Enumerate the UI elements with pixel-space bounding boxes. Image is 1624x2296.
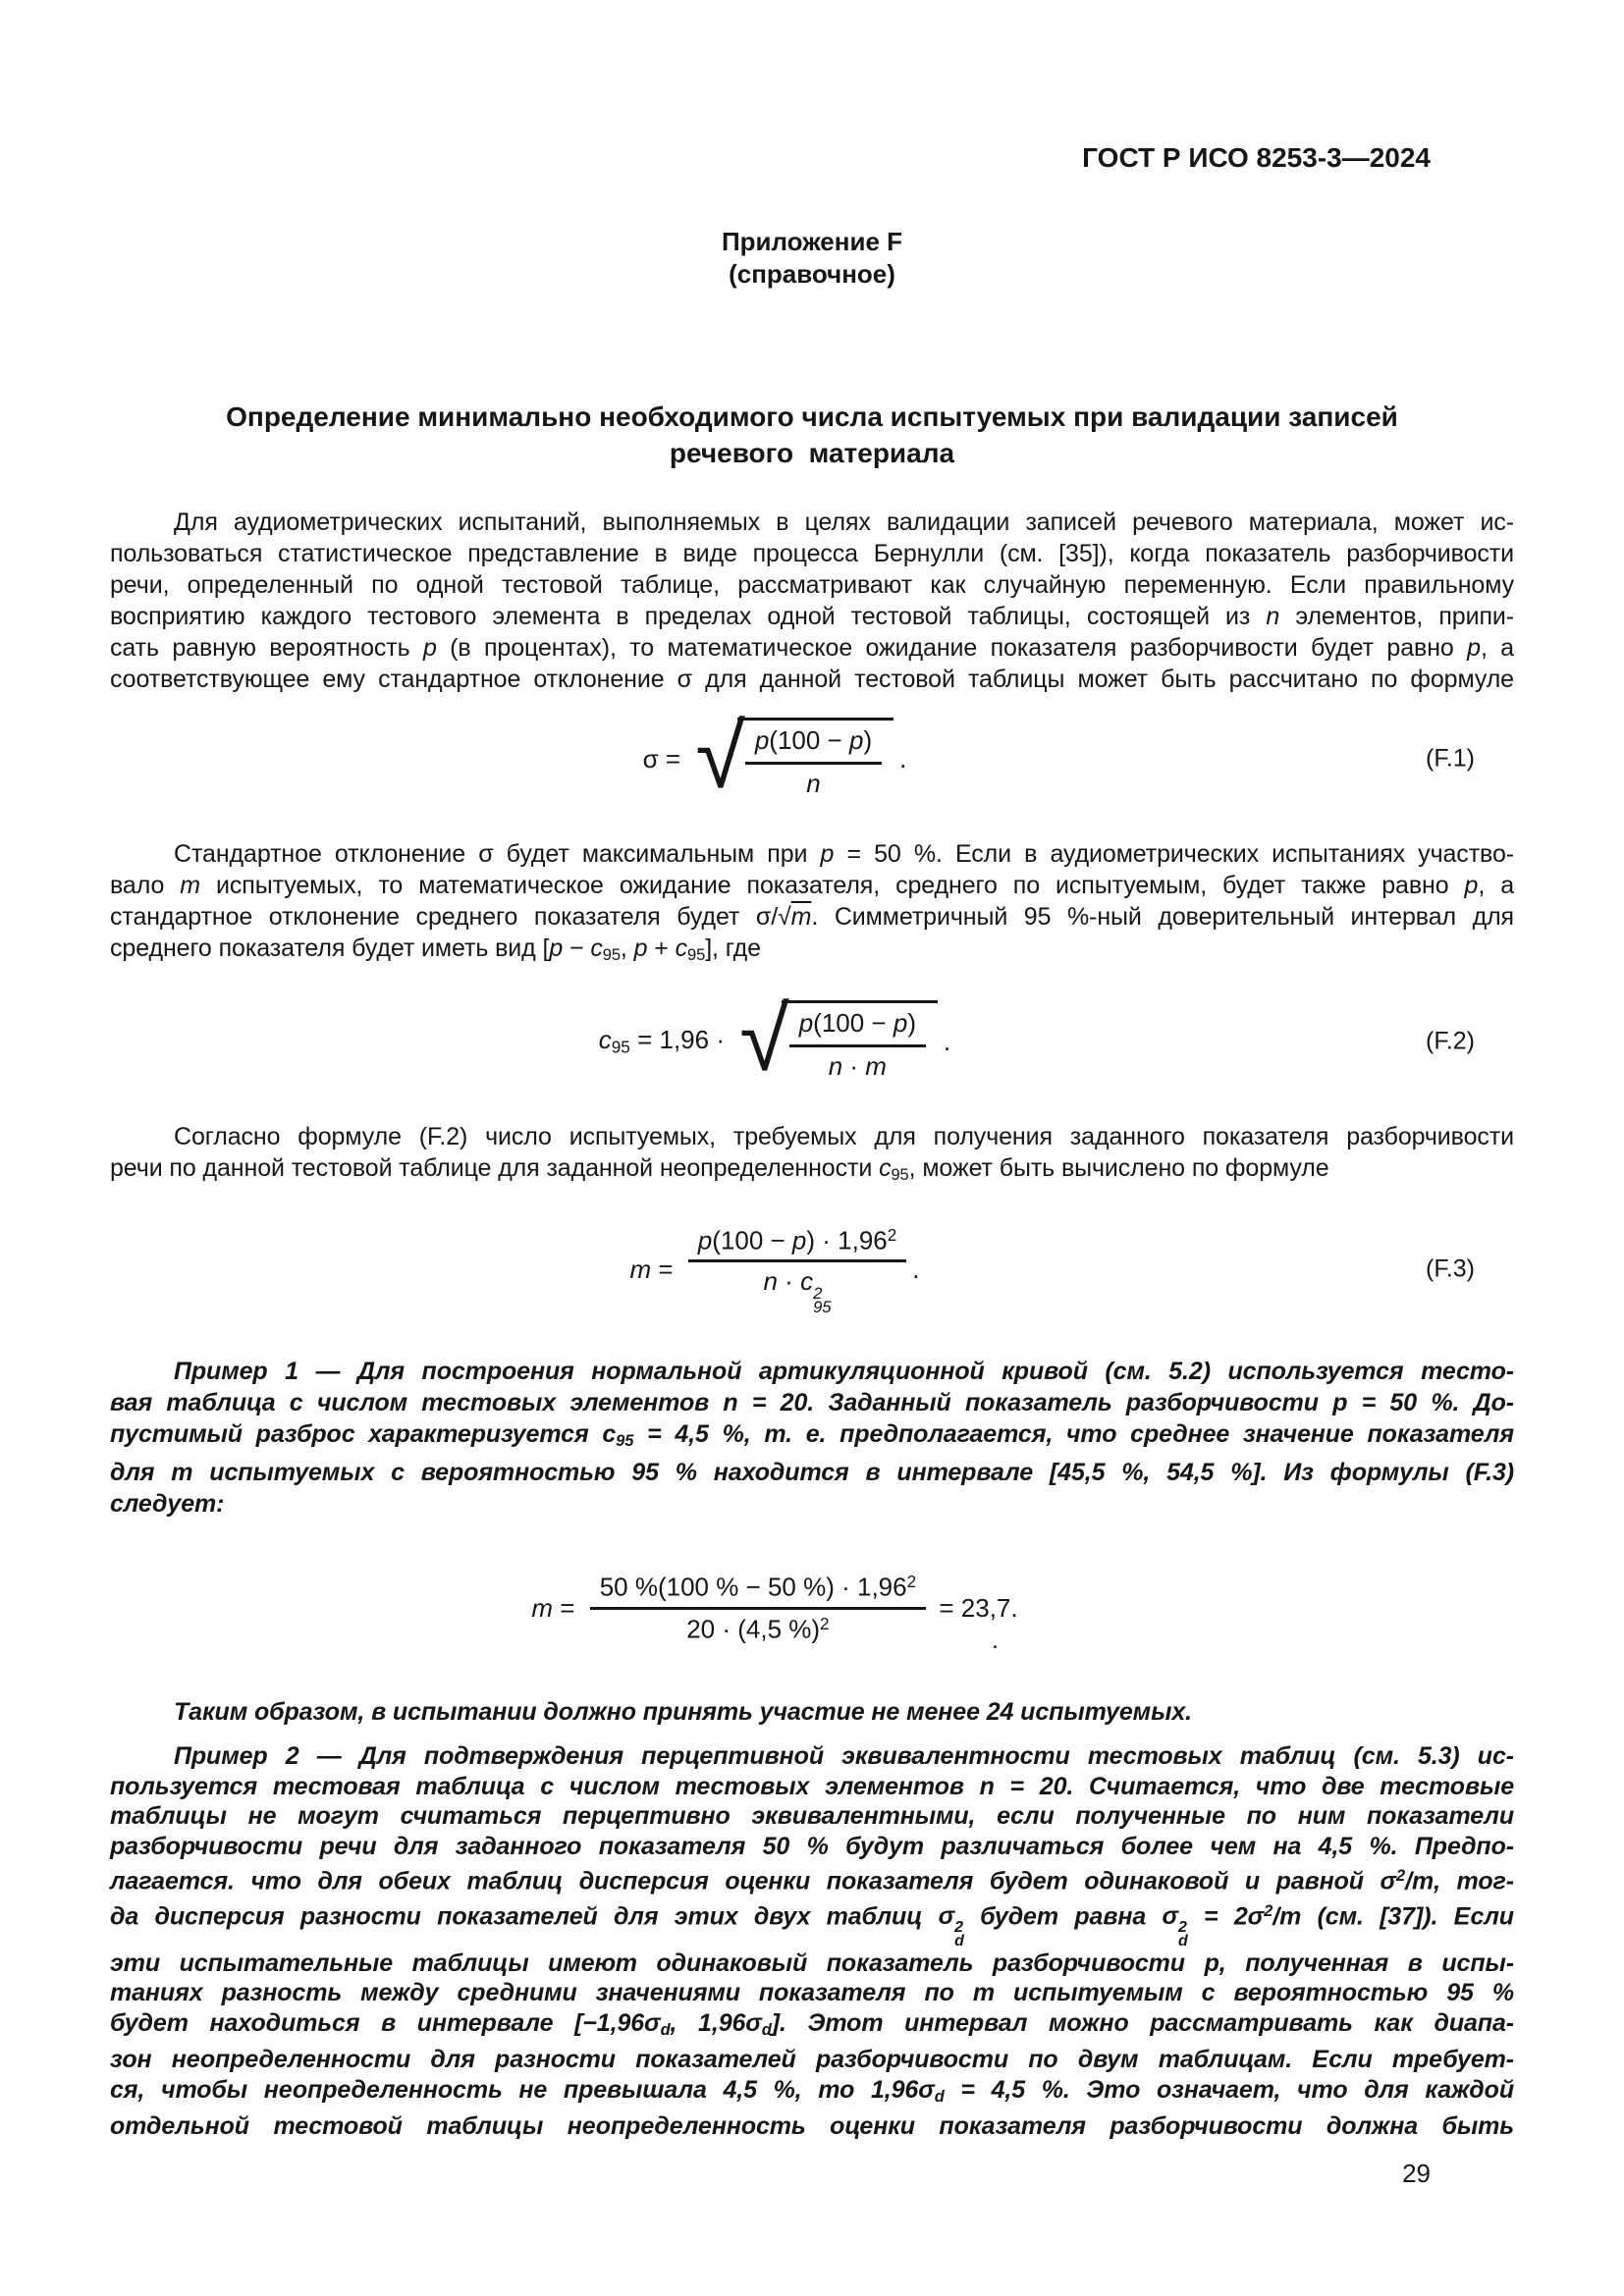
doc-code: ГОСТ Р ИСО 8253-3—2024	[1082, 142, 1431, 173]
formula-lhs: m =	[629, 1254, 680, 1284]
text-line: восприятию каждого тестового элемента в пределах одной тестовой таблицы, состоящей из n элементов, припи-	[110, 603, 1514, 630]
text-line: отдельной тестовой таблицы неопределенность оценки показателя разборчивости должна быть	[110, 2112, 1514, 2141]
formula-lhs: σ =	[642, 743, 688, 774]
formula-number: (F.2)	[1426, 1027, 1475, 1055]
formula-lhs: $c_{95} = 1,96$ ·	[598, 1025, 732, 1057]
text-line: следует:	[110, 1490, 225, 1519]
text-line: соответствующее ему стандартное отклонение σ для данной тестовой таблицы может быть рассчитано по формуле	[110, 666, 1514, 693]
text-line: пользоваться статистическое представление в виде процесса Бернулли (см. [35]), когда показатель разборчивости	[110, 540, 1514, 567]
text-line: пользуется тестовая таблица с числом тестовых элементов n = 20. Считается, что две тестовые	[110, 1772, 1515, 1800]
fraction-numerator: 50 %(100 % − 50 %) · $1,96^2$	[599, 1572, 917, 1602]
text-line: стандартное отклонение среднего показателя будет σ/√m. Симметричный 95 %-ный доверительный интервал для	[110, 903, 1514, 931]
fraction	[745, 725, 882, 799]
square-root: √ $\frac{p(100 - p)}{n \cdot m}$	[739, 1000, 938, 1084]
square-root: √ $\frac{p(100 - p)}{n}$	[695, 718, 893, 801]
text-line: таблицы не могут считаться перцептивно эквивалентными, если полученные по ним показатели	[110, 1802, 1514, 1831]
text-line: Для аудиометрических испытаний, выполняемых в целях валидации записей речевого материала, может ис-	[174, 508, 1514, 536]
stacked-subsup: 2 d	[954, 1919, 964, 1949]
paragraph-ex1	[110, 1356, 1514, 1520]
paragraph-p3	[110, 1121, 1514, 1191]
text-line: вая таблица с числом тестовых элементов n = 20. Заданный показатель разборчивости p = 50 %. До-	[110, 1389, 1514, 1417]
formula-f1	[110, 707, 1514, 807]
stacked-subsup: 2 d	[1177, 1919, 1188, 1949]
text-line: среднего показателя будет иметь вид [$p - c_{95}$, $p + c_{95}$], где	[110, 934, 761, 965]
appendix-title-line: речевого материала	[669, 438, 955, 468]
paragraph-ex2	[110, 1741, 1514, 2141]
doc-header	[110, 143, 1514, 173]
fraction-denominator: n · c 2 95	[688, 1259, 907, 1314]
text-line: зон неопределенности для разности показателей разборчивости по двум таблицам. Если требует-	[110, 2046, 1514, 2074]
paragraph-note	[110, 1696, 1514, 1728]
paragraph-p2	[110, 838, 1514, 971]
stray-period: .	[992, 1627, 999, 1655]
text-line: пустимый разброс характеризуется $c_{95} = 4,5$ %, т. е. предполагается, что среднее значение показателя	[110, 1420, 1514, 1451]
stacked-subsup: 2 95	[813, 1283, 832, 1316]
fraction-numerator: p(100 − p)	[754, 724, 873, 755]
fraction	[590, 1572, 926, 1644]
fraction	[789, 1008, 926, 1082]
radicand	[737, 718, 893, 801]
text-line: будет находиться в интервале [$-1,96\sigma_d$, $1,96\sigma_d$]. Этот интервал можно рассматривать как диапа-	[110, 2008, 1514, 2039]
text-line: Таким образом, в испытании должно принять участие не менее 24 испытуемых.	[174, 1698, 1192, 1727]
appendix-name: Приложение F	[721, 227, 903, 256]
formula-rhs: .	[943, 1026, 951, 1056]
appendix-kind: (справочное)	[729, 259, 895, 289]
text-line: лагается. что для обеих таблиц дисперсия оценки показателя будет одинаковой и равной $\sigma^2/m$, тог-	[110, 1867, 1514, 1896]
text-line: разборчивости речи для заданного показателя 50 % будут различаться более чем на 4,5 %. Предпо-	[110, 1832, 1514, 1860]
formula-f3	[110, 1220, 1514, 1318]
paragraph-p1	[110, 507, 1514, 695]
fraction-numerator: p(100 − p)	[798, 1007, 916, 1038]
formula-number: (F.1)	[1426, 744, 1475, 773]
text-line: сать равную вероятность p (в процентах), то математическое ожидание показателя разборчивости будет равно p, а	[110, 634, 1514, 662]
formula-number: (F.3)	[1426, 1255, 1475, 1283]
fraction-numerator: $p(100 - p) \cdot 1,96^2$	[697, 1224, 897, 1255]
text-line: ся, чтобы неопределенность не превышала 4,5 %, то $1,96\sigma_d = 4,5$ %. Это означает, что для каждой	[110, 2075, 1514, 2106]
text-line: речи по данной тестовой таблице для заданной неопределенности $c_{95}$, может быть вычислено по формуле	[110, 1154, 1329, 1185]
fraction-denominator: 20 · (4,5 %)$^2$	[590, 1607, 926, 1645]
text-line: таниях разность между средними значениями показателя по m испытуемым с вероятностью 95 %	[110, 1979, 1514, 2007]
fraction-denominator: n	[745, 762, 882, 799]
appendix-title	[110, 399, 1514, 471]
text-line: Согласно формуле (F.2) число испытуемых, требуемых для получения заданного показателя разборчивости	[174, 1123, 1514, 1151]
text-line: Стандартное отклонение σ будет максимальным при p = 50 %. Если в аудиометрических испытаниях участво-	[174, 840, 1514, 868]
text-line: вало m испытуемых, то математическое ожидание показателя, среднего по испытуемым, будет также равно p, а	[110, 872, 1515, 899]
text-line: да дисперсия разности показателей для этих двух таблиц σ 2 d будет равна σ 2 d = $2\sigma^2/m$ (см. [37]). Если	[110, 1902, 1514, 1949]
text-line: Пример 1 — Для построения нормальной артикуляционной кривой (см. 5.2) используется тесто-	[174, 1358, 1514, 1386]
radicand	[782, 1000, 938, 1084]
formula-rhs: = 23,7.	[932, 1592, 1018, 1623]
formula-f2	[110, 989, 1514, 1091]
text-line: речи, определенный по одной тестовой таблице, рассматривают как случайную переменную. Если правильному	[110, 571, 1514, 599]
body-text	[110, 507, 1514, 2142]
appendix-title-line: Определение минимально необходимого числа испытуемых при валидации записей	[226, 401, 1398, 432]
formula-exf	[110, 1555, 1514, 1661]
formula-rhs: .	[899, 743, 907, 774]
text-line: эти испытательные таблицы имеют одинаковый показатель разборчивости p, полученная в испы-	[110, 1949, 1514, 1977]
fraction-denominator: n · m	[789, 1044, 926, 1082]
fraction	[688, 1225, 907, 1314]
formula-rhs: .	[912, 1254, 920, 1284]
page-number: 29	[1402, 2158, 1431, 2188]
formula-lhs: m =	[531, 1592, 582, 1623]
text-line: для m испытуемых с вероятностью 95 % находится в интервале [45,5 %, 54,5 %]. Из формулы (F.3)	[110, 1459, 1514, 1487]
text-line: Пример 2 — Для подтверждения перцептивной эквивалентности тестовых таблиц (см. 5.3) ис-	[174, 1742, 1514, 1771]
